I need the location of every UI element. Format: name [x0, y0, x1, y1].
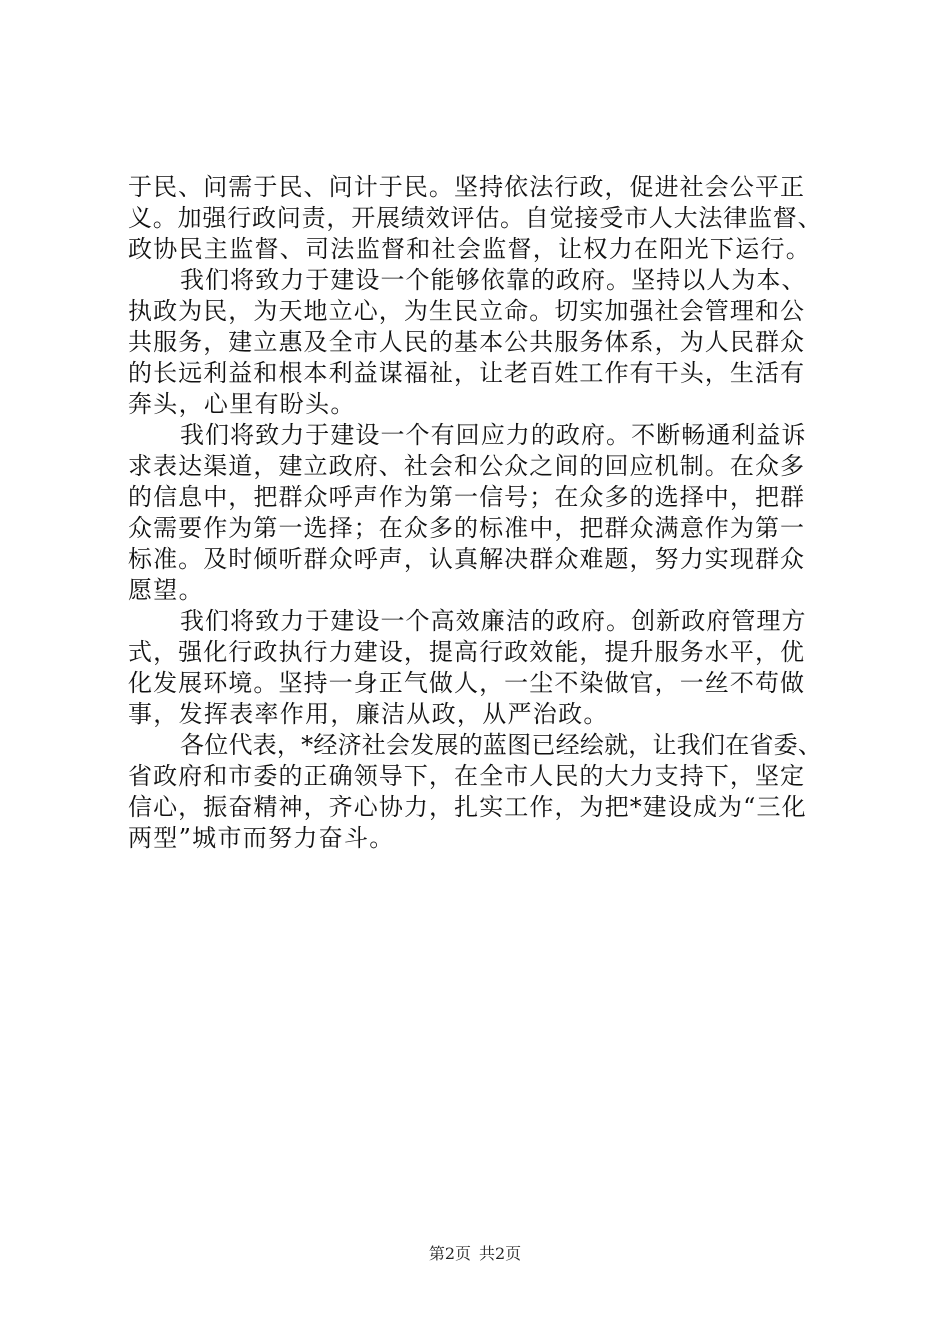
text-line: 于民、问需于民、问计于民。坚持依法行政，促进社会公平正 — [128, 173, 806, 201]
text-line: 的信息中，把群众呼声作为第一信号；在众多的选择中，把群 — [128, 483, 806, 511]
text-line: 信心，振奋精神，齐心协力，扎实工作，为把*建设成为“三化 — [128, 793, 807, 821]
text-line: 执政为民，为天地立心，为生民立命。切实加强社会管理和公 — [128, 297, 806, 325]
paragraph-first-line: 我们将致力于建设一个有回应力的政府。不断畅通利益诉 — [180, 421, 807, 449]
text-line: 事，发挥表率作用，廉洁从政，从严治政。 — [128, 700, 609, 728]
text-line: 化发展环境。坚持一身正气做人，一尘不染做官，一丝不苟做 — [128, 669, 806, 697]
text-line: 的长远利益和根本利益谋福祉，让老百姓工作有干头，生活有 — [128, 359, 806, 387]
page-total: 共2页 — [479, 1244, 522, 1263]
text-line: 共服务，建立惠及全市人民的基本公共服务体系，为人民群众 — [128, 328, 806, 356]
text-line: 奔头，心里有盼头。 — [128, 390, 356, 418]
text-line: 式，强化行政执行力建设，提高行政效能，提升服务水平，优 — [128, 638, 806, 666]
text-line: 求表达渠道，建立政府、社会和公众之间的回应机制。在众多 — [128, 452, 806, 480]
text-line: 愿望。 — [128, 576, 204, 604]
paragraph-first-line: 各位代表，*经济社会发展的蓝图已经绘就，让我们在省委、 — [180, 731, 823, 759]
text-line: 义。加强行政问责，开展绩效评估。自觉接受市人大法律监督、 — [128, 204, 823, 232]
body-text — [128, 172, 828, 854]
paragraph-first-line: 我们将致力于建设一个能够依靠的政府。坚持以人为本、 — [180, 266, 807, 294]
paragraph-first-line: 我们将致力于建设一个高效廉洁的政府。创新政府管理方 — [180, 607, 807, 635]
page-footer — [0, 1244, 950, 1264]
text-line: 政协民主监督、司法监督和社会监督，让权力在阳光下运行。 — [128, 235, 812, 263]
text-line: 标准。及时倾听群众呼声，认真解决群众难题，努力实现群众 — [128, 545, 806, 573]
text-line: 众需要作为第一选择；在众多的标准中，把群众满意作为第一 — [128, 514, 806, 542]
text-line: 省政府和市委的正确领导下，在全市人民的大力支持下，坚定 — [128, 762, 806, 790]
text-line: 两型”城市而努力奋斗。 — [128, 824, 395, 852]
page-number: 第2页 — [428, 1244, 471, 1263]
